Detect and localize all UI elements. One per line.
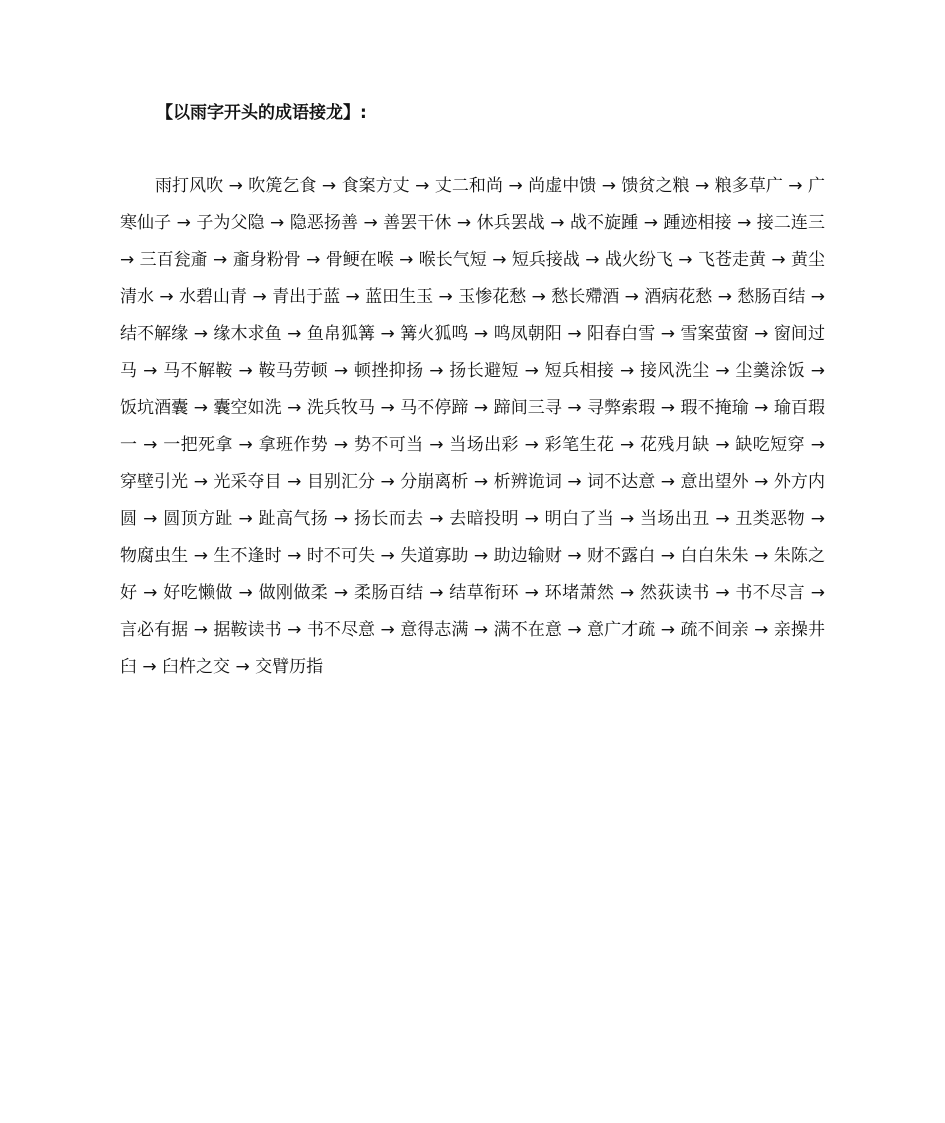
document-heading: 【以雨字开头的成语接龙】: [156,103,367,123]
idiom-chain-paragraph: 雨打风吹 → 吹箎乞食 → 食案方丈 → 丈二和尚 → 尚虚中馈 → 馈贫之粮 → 粮多草广 → 广寒仙子 → 子为父隐 → 隐恶扬善 → 善罢干休 → 休兵罢战 → 战不旋踵 → 踵迹相接 → 接二连三 → 三百瓮齑 → 齑身粉骨 → 骨鲠在喉 → 喉长气短 → 短兵接战 → 战火纷飞 → 飞苍走黄 → 黄尘清水 → 水碧山青 → 青出于蓝 → 蓝田生玉 → 玉惨花愁 → 愁长殢酒 → 酒病花愁 → 愁肠百结 → 结不解缘 → 缘木求鱼 → 鱼帛狐篝 → 篝火狐鸣 → 鸣凤朝阳 → 阳春白雪 → 雪案萤窗 → 窗间过马 → 马不解鞍 → 鞍马劳顿 → 顿挫抑扬 → 扬长避短 → 短兵相接 → 接风洗尘 → 尘羹涂饭 → 饭坑酒囊 → 囊空如洗 → 洗兵牧马 → 马不停蹄 → 蹄间三寻 → 寻弊索瑕 → 瑕不掩瑜 → 瑜百瑕一 → 一把死拿 → 拿班作势 → 势不可当 → 当场出彩 → 彩笔生花 → 花残月缺 → 缺吃短穿 → 穿壁引光 → 光采夺目 → 目别汇分 → 分崩离析 → 析辨诡词 → 词不达意 → 意出望外 → 外方内圆 → 圆顶方趾 → 趾高气扬 → 扬长而去 → 去暗投明 → 明白了当 → 当场出丑 → 丑类恶物 → 物腐虫生 → 生不逢时 → 时不可失 → 失道寡助 → 助边输财 → 财不露白 → 白白朱朱 → 朱陈之好 → 好吃懒做 → 做刚做柔 → 柔肠百结 → 结草衔环 → 环堵萧然 → 然荻读书 → 书不尽言 → 言必有据 → 据鞍读书 → 书不尽意 → 意得志满 → 满不在意 → 意广才疏 → 疏不间亲 → 亲操井臼 → 臼杵之交 → 交臂历指 [120,176,826,677]
